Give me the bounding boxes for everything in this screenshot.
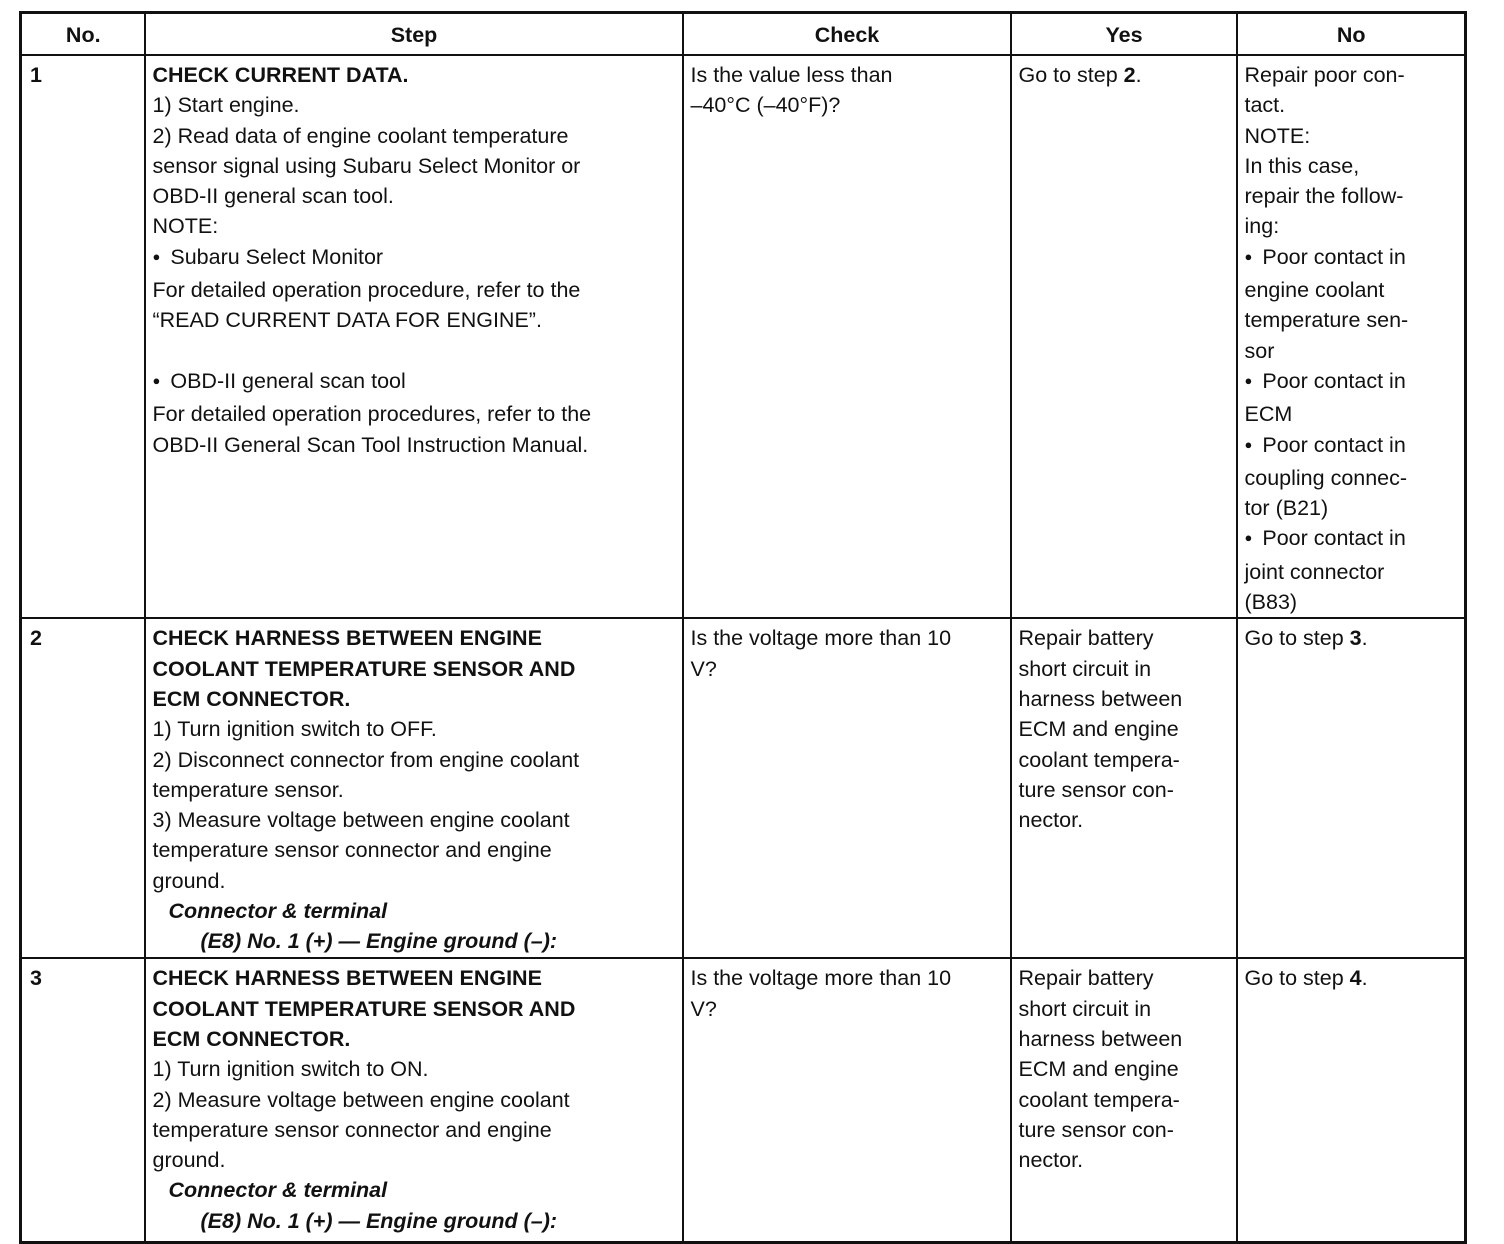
step-line: 2) Measure voltage between engine coolant (152, 1087, 570, 1112)
yes-line: nector. (1018, 808, 1084, 833)
diagnostic-table (19, 11, 1467, 1244)
yes-line: nector. (1018, 1148, 1084, 1173)
step-line: 1) Turn ignition switch to OFF. (152, 717, 437, 742)
step-line: sensor signal using Subaru Select Monitor or (152, 153, 581, 178)
step-line: For detailed operation procedure, refer to the (152, 278, 581, 303)
step-title: ECM CONNECTOR. (152, 1026, 351, 1051)
bullet-item: ● Subaru Select Monitor (153, 242, 676, 275)
header-no-result: No (1237, 13, 1466, 56)
step-title: CHECK HARNESS BETWEEN ENGINE (152, 966, 542, 991)
check-cell (683, 618, 1011, 958)
no-line: coupling connec- (1244, 465, 1408, 490)
header-row (21, 13, 1466, 56)
step-line: temperature sensor. (152, 777, 344, 802)
step-line: ground. (152, 1148, 226, 1173)
yes-result: Go to step 2. (1018, 63, 1142, 87)
step-line: “READ CURRENT DATA FOR ENGINE”. (152, 308, 542, 333)
check-line: Is the voltage more than 10 (690, 966, 952, 991)
no-cell (1237, 618, 1466, 958)
no-text: Go to step (1244, 626, 1350, 651)
connector-value: (E8) No. 1 (+) — Engine ground (–): (200, 1208, 558, 1233)
check-cell (683, 958, 1011, 1243)
no-cell (1237, 55, 1466, 618)
connector-label: Connector & terminal (168, 899, 388, 924)
yes-line: Repair battery (1018, 626, 1154, 651)
yes-line: ture sensor con- (1018, 777, 1174, 802)
step-line: For detailed operation procedures, refer to the (152, 402, 592, 427)
row-number: 3 (21, 958, 145, 1243)
no-line: ECM (1244, 402, 1293, 427)
yes-line: harness between (1018, 1026, 1183, 1051)
step-line: ground. (152, 868, 226, 893)
check-line: V? (690, 656, 717, 681)
step-line: OBD-II General Scan Tool Instruction Manual. (152, 432, 589, 457)
step-line: temperature sensor connector and engine (152, 1117, 552, 1142)
table-row (21, 958, 1466, 1243)
bullet-item: ● Poor contact in (1245, 430, 1459, 463)
yes-line: ECM and engine (1018, 717, 1179, 742)
row-number: 2 (21, 618, 145, 958)
yes-line: ture sensor con- (1018, 1117, 1174, 1142)
yes-line: short circuit in (1018, 656, 1152, 681)
connector-label: Connector & terminal (168, 1178, 388, 1203)
check-line: –40°C (–40°F)? (690, 93, 841, 118)
step-reference: 4 (1349, 966, 1362, 991)
no-line: NOTE: (1244, 123, 1311, 148)
step-line: 2) Read data of engine coolant temperature (152, 123, 569, 148)
no-line: joint connector (1244, 559, 1385, 584)
header-no: No. (21, 13, 145, 56)
no-line: tor (B21) (1244, 496, 1329, 521)
row-number: 1 (21, 55, 145, 618)
step-cell (145, 618, 683, 958)
yes-line: coolant tempera- (1018, 747, 1180, 772)
check-line: V? (690, 996, 717, 1021)
step-reference: 3 (1349, 626, 1362, 651)
step-title: CHECK HARNESS BETWEEN ENGINE (152, 626, 542, 651)
check-line: Is the value less than (690, 63, 893, 87)
yes-cell (1011, 958, 1237, 1243)
step-line: 1) Turn ignition switch to ON. (152, 1057, 429, 1082)
header-yes: Yes (1011, 13, 1237, 56)
yes-line: short circuit in (1018, 996, 1152, 1021)
header-step: Step (145, 13, 683, 56)
no-cell (1237, 958, 1466, 1243)
step-title: COOLANT TEMPERATURE SENSOR AND (152, 996, 576, 1021)
step-line: 2) Disconnect connector from engine coolant (152, 747, 580, 772)
check-line: Is the voltage more than 10 (690, 626, 952, 651)
step-line: 3) Measure voltage between engine coolant (152, 808, 570, 833)
no-result: Go to step 4. (1244, 966, 1368, 991)
header-check: Check (683, 13, 1011, 56)
step-reference: 2 (1123, 63, 1136, 87)
step-line: temperature sensor connector and engine (152, 838, 552, 863)
no-text: Go to step (1244, 966, 1350, 991)
blank-line (153, 336, 676, 366)
no-line: In this case, (1244, 153, 1360, 178)
step-line: OBD-II general scan tool. (152, 184, 394, 209)
no-line: ing: (1244, 214, 1280, 239)
step-cell (145, 958, 683, 1243)
step-title: ECM CONNECTOR. (152, 686, 351, 711)
no-result: Go to step 3. (1244, 626, 1368, 651)
connector-value: (E8) No. 1 (+) — Engine ground (–): (200, 929, 558, 954)
yes-text: Go to step (1018, 63, 1124, 87)
bullet-item: ● Poor contact in (1245, 366, 1459, 399)
yes-cell (1011, 618, 1237, 958)
yes-cell (1011, 55, 1237, 618)
bullet-item: ● Poor contact in (1245, 523, 1459, 556)
no-line: Repair poor con- (1244, 63, 1405, 87)
step-line: 1) Start engine. (152, 93, 300, 118)
bullet-item: ● Poor contact in (1245, 242, 1459, 275)
step-title: COOLANT TEMPERATURE SENSOR AND (152, 656, 576, 681)
bullet-item: ● OBD-II general scan tool (153, 366, 676, 399)
no-line: temperature sen- (1244, 308, 1409, 333)
step-cell (145, 55, 683, 618)
yes-line: Repair battery (1018, 966, 1154, 991)
no-line: engine coolant (1244, 278, 1385, 303)
yes-line: harness between (1018, 686, 1183, 711)
yes-line: coolant tempera- (1018, 1087, 1180, 1112)
check-cell (683, 55, 1011, 618)
no-line: sor (1244, 338, 1275, 363)
yes-line: ECM and engine (1018, 1057, 1179, 1082)
no-line: repair the follow- (1244, 184, 1404, 209)
step-title: CHECK CURRENT DATA. (152, 63, 409, 87)
no-line: (B83) (1244, 590, 1298, 615)
table-row (21, 618, 1466, 958)
no-line: tact. (1244, 93, 1286, 118)
table-row (21, 55, 1466, 618)
step-line: NOTE: (152, 214, 219, 239)
